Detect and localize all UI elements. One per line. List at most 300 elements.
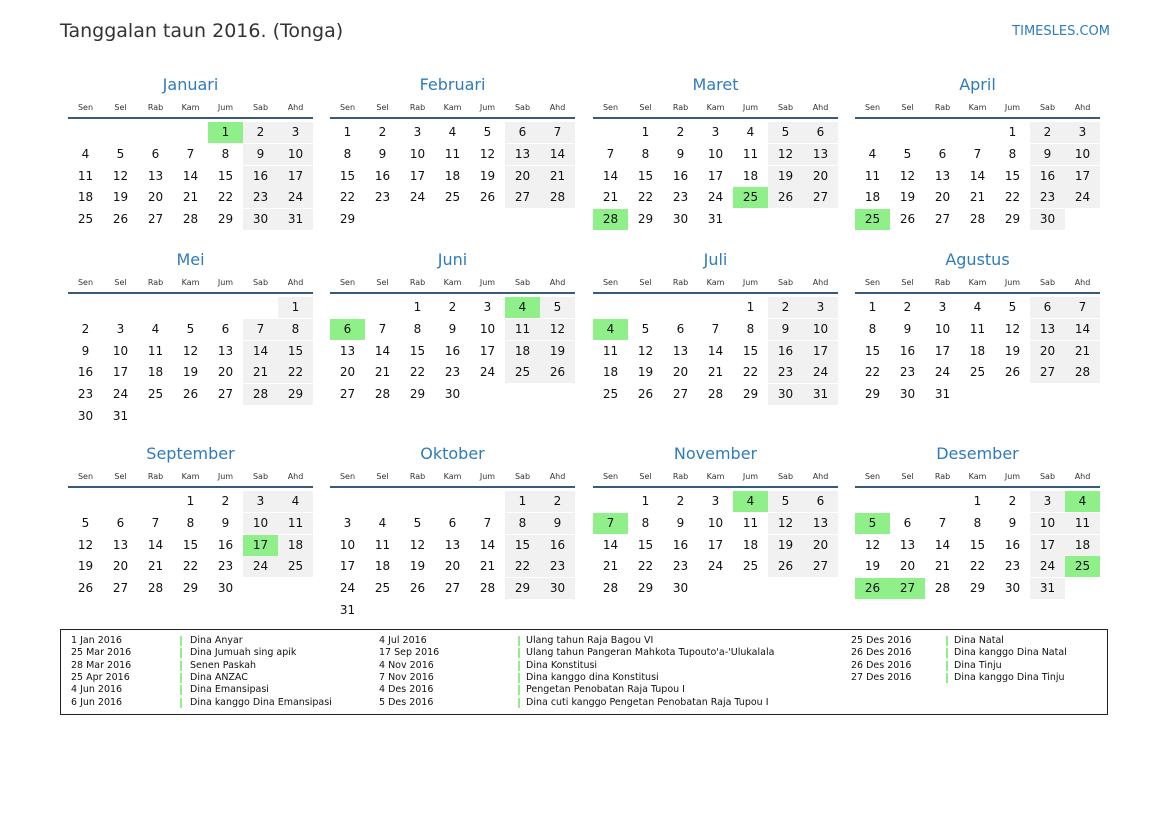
day-cell: 27 (339, 387, 356, 402)
day-cell: 17 (934, 343, 951, 358)
day-cell: 24 (479, 365, 496, 380)
weekday-label: Sab (252, 278, 269, 287)
day-cell: 2 (540, 491, 575, 512)
day-cell: 4 (868, 146, 877, 161)
day-cell: 27 (803, 187, 838, 208)
day-cell: 19 (899, 190, 916, 205)
holiday-date: 27 Des 2016 (851, 671, 912, 683)
day-cell: 26 (112, 212, 129, 227)
day-cell: 4 (448, 125, 457, 139)
holiday-marker (180, 648, 182, 658)
day-cell: 27 (217, 387, 234, 402)
day-cell: 9 (448, 321, 457, 336)
weekday-label: Sen (339, 472, 356, 481)
day-cell: 12 (768, 513, 803, 534)
weekday-label: Sen (77, 103, 94, 112)
day-cell: 5 (483, 125, 492, 139)
day-cell: 8 (868, 321, 877, 336)
month-divider (68, 117, 313, 119)
day-cell: 15 (969, 537, 986, 552)
day-cell: 13 (339, 343, 356, 358)
day-cell: 21 (479, 559, 496, 574)
day-cell: 6 (938, 146, 947, 161)
day-cell: 30 (672, 212, 689, 227)
weekday-header (68, 103, 313, 113)
weekday-label: Jum (217, 472, 234, 481)
holiday-date: 26 Des 2016 (851, 647, 912, 659)
day-cell: 2 (1030, 122, 1065, 143)
day-cell: 26 (637, 387, 654, 402)
day-cell: 3 (711, 125, 720, 139)
day-cell: 1 (505, 491, 540, 512)
day-cell: 13 (444, 537, 461, 552)
month-divider (855, 486, 1100, 488)
day-cell: 6 (903, 515, 912, 530)
holiday-marker (180, 698, 182, 708)
weekday-header (593, 472, 838, 482)
day-cell: 30 (1030, 209, 1065, 230)
day-cell: 30 (243, 209, 278, 230)
holiday-date: 1 Jan 2016 (71, 635, 122, 646)
day-cell: 11 (969, 321, 986, 336)
day-cell: 9 (540, 513, 575, 534)
day-cell: 18 (374, 559, 391, 574)
day-cell: 24 (1065, 187, 1100, 208)
holiday-marker (180, 636, 182, 646)
day-cell: 22 (278, 362, 313, 383)
day-cell: 14 (1065, 319, 1100, 340)
day-cell: 9 (378, 146, 387, 161)
day-cell: 25 (147, 387, 164, 402)
month-divider (68, 486, 313, 488)
month-name: April (959, 75, 996, 94)
day-cell: 17 (707, 537, 724, 552)
day-cell: 20 (339, 365, 356, 380)
day-cell: 13 (672, 343, 689, 358)
day-cell: 9 (243, 144, 278, 165)
day-cell: 5 (1008, 300, 1017, 314)
day-cell: 19 (637, 365, 654, 380)
day-cell: 29 (1004, 212, 1021, 227)
day-cell: 26 (409, 581, 426, 596)
day-cell: 15 (505, 535, 540, 556)
month-name: Januari (162, 75, 219, 94)
day-cell: 5 (413, 515, 422, 530)
weekday-label: Sab (514, 103, 531, 112)
day-cell: 26 (479, 190, 496, 205)
day-cell: 11 (505, 319, 540, 340)
weekday-header (593, 103, 838, 113)
month-divider (330, 292, 575, 294)
day-cell: 1 (186, 494, 195, 508)
day-cell: 18 (77, 190, 94, 205)
day-cell: 6 (448, 515, 457, 530)
day-cell: 25 (444, 190, 461, 205)
day-cell: 1 (413, 300, 422, 314)
weekday-label: Rab (672, 103, 689, 112)
day-cell: 23 (672, 190, 689, 205)
holiday-name: Dina Jumuah sing apik (190, 647, 297, 659)
weekday-label: Kam (181, 472, 200, 481)
holiday-legend (60, 629, 1108, 715)
day-cell: 21 (182, 190, 199, 205)
day-cell: 15 (1004, 168, 1021, 183)
day-cell: 1 (973, 494, 982, 508)
day-cell: 24 (243, 556, 278, 577)
day-cell: 20 (505, 166, 540, 187)
day-cell: 14 (602, 168, 619, 183)
day-cell: 11 (444, 146, 461, 161)
day-cell: 19 (768, 166, 803, 187)
month-divider (330, 486, 575, 488)
day-cell: 11 (147, 343, 164, 358)
holiday-day-cell: 4 (505, 297, 540, 318)
day-cell: 28 (540, 187, 575, 208)
day-cell: 11 (278, 513, 313, 534)
day-cell: 16 (672, 168, 689, 183)
day-cell: 13 (1030, 319, 1065, 340)
month-name: Februari (419, 75, 486, 94)
day-cell: 2 (903, 300, 912, 314)
day-cell: 29 (217, 212, 234, 227)
day-cell: 10 (479, 321, 496, 336)
day-cell: 18 (147, 365, 164, 380)
weekday-label: Sel (639, 278, 652, 287)
day-cell: 2 (448, 300, 457, 314)
day-cell: 8 (186, 515, 195, 530)
day-cell: 13 (147, 168, 164, 183)
day-cell: 23 (77, 387, 94, 402)
day-cell: 14 (969, 168, 986, 183)
holiday-name: Dina Natal (954, 635, 1004, 646)
weekday-label: Sel (114, 103, 127, 112)
day-cell: 1 (746, 300, 755, 314)
day-cell: 28 (1065, 362, 1100, 383)
holiday-marker (518, 698, 520, 708)
month-name: Agustus (945, 250, 1010, 269)
day-cell: 26 (768, 556, 803, 577)
day-cell: 20 (1030, 341, 1065, 362)
day-cell: 11 (1065, 513, 1100, 534)
day-cell: 8 (413, 321, 422, 336)
holiday-day-cell: 25 (855, 209, 890, 230)
day-cell: 11 (742, 515, 759, 530)
weekday-label: Ahd (549, 278, 566, 287)
weekday-label: Sen (77, 278, 94, 287)
day-cell: 13 (112, 537, 129, 552)
day-cell: 10 (112, 343, 129, 358)
day-cell: 9 (221, 515, 230, 530)
holiday-name: Dina Emansipasi (190, 684, 269, 696)
day-cell: 22 (969, 559, 986, 574)
day-cell: 21 (934, 559, 951, 574)
day-cell: 3 (413, 125, 422, 139)
day-cell: 12 (768, 144, 803, 165)
weekday-label: Ahd (549, 472, 566, 481)
day-cell: 20 (672, 365, 689, 380)
day-cell: 6 (151, 146, 160, 161)
weekday-label: Sel (639, 103, 652, 112)
day-cell: 21 (707, 365, 724, 380)
day-cell: 17 (479, 343, 496, 358)
weekday-label: Jum (479, 472, 496, 481)
day-cell: 14 (243, 341, 278, 362)
weekday-label: Rab (409, 103, 426, 112)
day-cell: 17 (1065, 166, 1100, 187)
day-cell: 16 (374, 168, 391, 183)
weekday-label: Sen (602, 278, 619, 287)
weekday-header (855, 278, 1100, 288)
day-cell: 19 (479, 168, 496, 183)
day-cell: 20 (112, 559, 129, 574)
day-cell: 6 (221, 321, 230, 336)
day-cell: 24 (803, 362, 838, 383)
day-cell: 12 (409, 537, 426, 552)
day-cell: 16 (217, 537, 234, 552)
day-cell: 3 (278, 122, 313, 143)
weekday-label: Kam (968, 278, 987, 287)
day-cell: 27 (1030, 362, 1065, 383)
weekday-label: Ahd (812, 103, 829, 112)
day-cell: 12 (637, 343, 654, 358)
weekday-label: Sel (901, 472, 914, 481)
day-cell: 18 (742, 537, 759, 552)
day-cell: 24 (339, 581, 356, 596)
day-cell: 23 (243, 187, 278, 208)
day-cell: 18 (1065, 535, 1100, 556)
weekday-label: Rab (934, 278, 951, 287)
day-cell: 17 (278, 166, 313, 187)
day-cell: 28 (243, 384, 278, 405)
weekday-label: Rab (934, 103, 951, 112)
day-cell: 13 (934, 168, 951, 183)
holiday-name: Dina ANZAC (190, 671, 248, 683)
holiday-date: 4 Nov 2016 (379, 659, 434, 671)
month-name: Mei (176, 250, 205, 269)
weekday-label: Ahd (287, 472, 304, 481)
day-cell: 29 (278, 384, 313, 405)
day-cell: 27 (505, 187, 540, 208)
day-cell: 8 (221, 146, 230, 161)
weekday-label: Rab (147, 472, 164, 481)
day-cell: 15 (742, 343, 759, 358)
day-cell: 19 (864, 559, 881, 574)
day-cell: 7 (1065, 297, 1100, 318)
day-cell: 24 (707, 190, 724, 205)
day-cell: 28 (602, 581, 619, 596)
day-cell: 15 (864, 343, 881, 358)
month-name: September (146, 444, 235, 463)
day-cell: 27 (444, 581, 461, 596)
day-cell: 2 (378, 125, 387, 139)
day-cell: 19 (768, 535, 803, 556)
day-cell: 7 (378, 321, 387, 336)
day-cell: 28 (479, 581, 496, 596)
day-cell: 3 (243, 491, 278, 512)
day-cell: 22 (409, 365, 426, 380)
weekday-label: Kam (968, 103, 987, 112)
weekday-label: Jum (742, 278, 759, 287)
day-cell: 14 (182, 168, 199, 183)
day-cell: 28 (969, 212, 986, 227)
day-cell: 1 (641, 125, 650, 139)
day-cell: 30 (768, 384, 803, 405)
day-cell: 7 (151, 515, 160, 530)
weekday-label: Sen (864, 472, 881, 481)
day-cell: 22 (637, 190, 654, 205)
weekday-label: Sab (252, 472, 269, 481)
holiday-marker (180, 685, 182, 695)
day-cell: 23 (768, 362, 803, 383)
day-cell: 30 (899, 387, 916, 402)
day-cell: 7 (973, 146, 982, 161)
day-cell: 22 (505, 556, 540, 577)
month-divider (68, 292, 313, 294)
day-cell: 18 (602, 365, 619, 380)
day-cell: 21 (147, 559, 164, 574)
weekday-label: Sel (639, 472, 652, 481)
day-cell: 6 (803, 122, 838, 143)
holiday-marker (946, 673, 948, 683)
weekday-label: Jum (479, 278, 496, 287)
day-cell: 18 (969, 343, 986, 358)
day-cell: 14 (934, 537, 951, 552)
day-cell: 1 (868, 300, 877, 314)
weekday-label: Rab (147, 278, 164, 287)
day-cell: 17 (803, 341, 838, 362)
weekday-label: Jum (1004, 472, 1021, 481)
day-cell: 3 (116, 321, 125, 336)
day-cell: 12 (479, 146, 496, 161)
weekday-label: Kam (443, 472, 462, 481)
weekday-label: Ahd (1074, 472, 1091, 481)
day-cell: 9 (81, 343, 90, 358)
day-cell: 4 (378, 515, 387, 530)
day-cell: 29 (742, 387, 759, 402)
weekday-label: Jum (742, 103, 759, 112)
holiday-name: Dina kanggo Dina Emansipasi (190, 696, 332, 708)
day-cell: 5 (540, 297, 575, 318)
weekday-label: Sel (114, 278, 127, 287)
day-cell: 26 (182, 387, 199, 402)
holiday-day-cell: 4 (593, 319, 628, 340)
day-cell: 25 (77, 212, 94, 227)
day-cell: 22 (742, 365, 759, 380)
weekday-label: Kam (443, 278, 462, 287)
holiday-name: Senen Paskah (190, 659, 257, 671)
weekday-label: Kam (706, 278, 725, 287)
weekday-header (855, 103, 1100, 113)
day-cell: 9 (676, 515, 685, 530)
day-cell: 7 (938, 515, 947, 530)
day-cell: 8 (343, 146, 352, 161)
holiday-day-cell: 28 (593, 209, 628, 230)
day-cell: 25 (602, 387, 619, 402)
holiday-name: Dina kanggo dina Konstitusi (526, 671, 659, 683)
day-cell: 15 (637, 168, 654, 183)
day-cell: 27 (803, 556, 838, 577)
day-cell: 14 (540, 144, 575, 165)
month-name: Desember (936, 444, 1019, 463)
day-cell: 17 (112, 365, 129, 380)
day-cell: 29 (182, 581, 199, 596)
day-cell: 5 (186, 321, 195, 336)
day-cell: 17 (409, 168, 426, 183)
day-cell: 10 (339, 537, 356, 552)
day-cell: 11 (864, 168, 881, 183)
holiday-name: Pengetan Penobatan Raja Tupou I (526, 684, 685, 696)
day-cell: 19 (409, 559, 426, 574)
holiday-day-cell: 1 (208, 122, 243, 143)
day-cell: 24 (409, 190, 426, 205)
weekday-label: Kam (181, 103, 200, 112)
day-cell: 20 (217, 365, 234, 380)
day-cell: 20 (803, 166, 838, 187)
holiday-date: 26 Des 2016 (851, 659, 912, 671)
holiday-marker (180, 661, 182, 671)
weekday-label: Ahd (1074, 278, 1091, 287)
month-name: Maret (692, 75, 739, 94)
month-name: Juni (437, 250, 468, 269)
day-cell: 21 (969, 190, 986, 205)
day-cell: 30 (1004, 581, 1021, 596)
weekday-label: Kam (706, 472, 725, 481)
day-cell: 7 (711, 321, 720, 336)
day-cell: 24 (707, 559, 724, 574)
holiday-marker (946, 636, 948, 646)
day-cell: 16 (672, 537, 689, 552)
site-link[interactable]: TIMESLES.COM (1012, 24, 1110, 39)
day-cell: 28 (182, 212, 199, 227)
day-cell: 23 (540, 556, 575, 577)
day-cell: 3 (803, 297, 838, 318)
month-name: Oktober (420, 444, 485, 463)
day-cell: 8 (973, 515, 982, 530)
day-cell: 29 (505, 578, 540, 599)
day-cell: 3 (1065, 122, 1100, 143)
weekday-label: Sen (602, 472, 619, 481)
day-cell: 12 (182, 343, 199, 358)
day-cell: 29 (864, 387, 881, 402)
day-cell: 5 (768, 491, 803, 512)
day-cell: 18 (278, 535, 313, 556)
day-cell: 1 (1008, 125, 1017, 139)
day-cell: 17 (1030, 535, 1065, 556)
day-cell: 12 (77, 537, 94, 552)
day-cell: 4 (746, 125, 755, 139)
day-cell: 29 (969, 581, 986, 596)
day-cell: 24 (112, 387, 129, 402)
weekday-label: Jum (1004, 103, 1021, 112)
weekday-label: Rab (934, 472, 951, 481)
month-name: Juli (703, 250, 728, 269)
day-cell: 21 (243, 362, 278, 383)
day-cell: 3 (343, 515, 352, 530)
month-divider (330, 117, 575, 119)
weekday-label: Sel (901, 103, 914, 112)
day-cell: 16 (77, 365, 94, 380)
day-cell: 22 (182, 559, 199, 574)
day-cell: 23 (672, 559, 689, 574)
day-cell: 26 (899, 212, 916, 227)
day-cell: 6 (116, 515, 125, 530)
day-cell: 18 (864, 190, 881, 205)
holiday-name: Dina kanggo Dina Natal (954, 647, 1067, 659)
weekday-header (330, 472, 575, 482)
day-cell: 2 (1008, 494, 1017, 508)
day-cell: 13 (899, 537, 916, 552)
day-cell: 21 (374, 365, 391, 380)
